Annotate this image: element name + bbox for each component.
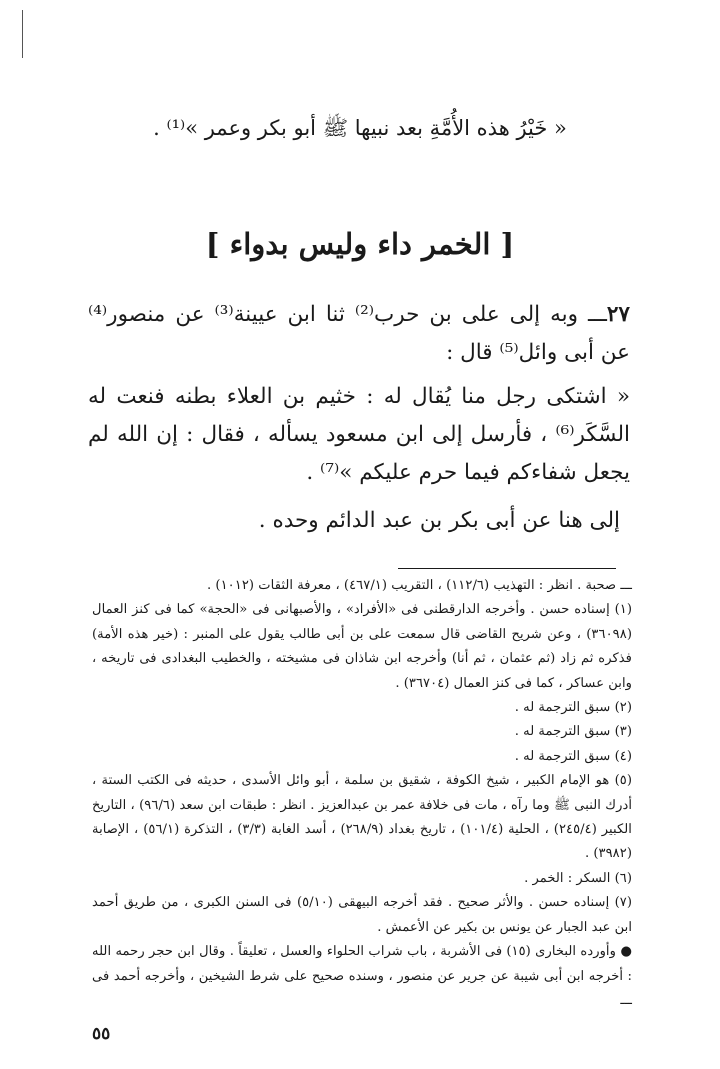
hadith-isnad-paragraph — [88, 296, 630, 372]
footnote-continuation: ـــ صحبة . انظر : التهذيب (١١٢/٦) ، التقريب (٤٦٧/١) ، معرفة الثقات (١٠١٢) . — [207, 578, 632, 593]
footnote-3: (٣) سبق الترجمة له . — [514, 724, 632, 740]
footnote-6: (٦) السكر : الخمر . — [524, 870, 632, 886]
chapter-heading: [ الخمر داء وليس بدواء ] — [205, 227, 515, 261]
footnotes — [92, 574, 632, 1013]
margin-mark — [22, 10, 23, 58]
closing-quote-line: « خَيْرُ هذه الأُمَّةِ بعد نبيها ﷺ أبو بكر وعمر »⁽¹⁾ . — [153, 116, 567, 140]
footnote-4: (٤) سبق الترجمة له . — [514, 748, 632, 764]
hadith-matn-paragraph: « اشتكى رجل منا يُقال له : خثيم بن العلاء بطنه فنعت له السَّكَر⁽⁶⁾ ، فأرسل إلى ابن مسعود يسأله ، فقال : إن الله لم يجعل شفاءكم فيما حرم عليكم »⁽⁷⁾ . — [88, 384, 630, 485]
closing-note: إلى هنا عن أبى بكر بن عبد الدائم وحده . — [258, 508, 620, 533]
footnote-bukhari: ● وأورده البخارى (١٥) فى الأشربة ، باب شراب الحلواء والعسل ، تعليقاً . وقال ابن حجر رحمه الله : أخرجه ابن أبى شيبة عن جرير عن منصور ، وسنده صحيح على شرط الشيخين ، وأخرجه أحمد فى ـــ — [92, 944, 632, 1008]
footnote-7: (٧) إسناده حسن . والأثر صحيح . فقد أخرجه البيهقى (٥/١٠) فى السنن الكبرى ، من طريق أحمد ابن عبد الجبار عن يونس بن بكير عن الأعمش . — [92, 895, 633, 935]
page-number: ٥٥ — [92, 1024, 111, 1044]
footnote-5: (٥) هو الإمام الكبير ، شيخ الكوفة ، شقيق بن سلمة ، أبو وائل الأسدى ، حديثه فى الكتب الستة ، أدرك النبى ﷺ وما رآه ، مات فى خلافة عمر بن عبدالعزيز . انظر : طبقات ابن سعد (٩٦/٦) ، التاريخ الكبير (٢٤٥/٤) ، الحلية (١٠١/٤) ، تاريخ بغداد (٢٦٨/٩) ، أسد الغابة (٣/٣) ، التذكرة (٥٦/١) ، الإصابة (٣٩٨٢) . — [92, 773, 632, 862]
footnote-divider — [398, 568, 616, 569]
hadith-number: ٢٧ — [606, 302, 630, 327]
isnad-text: ـــ وبه إلى على بن حرب⁽²⁾ ثنا ابن عيينة⁽³⁾ عن منصور⁽⁴⁾ عن أبى وائل⁽⁵⁾ قال : — [88, 302, 630, 365]
main-text — [88, 296, 630, 540]
footnote-1: (١) إسناده حسن . وأخرجه الدارقطنى فى «الأفراد» ، والأصبهانى فى «الحجة» كما فى كنز العمال (٣٦٠٩٨) ، وعن شريح القاضى قال سمعت على بن أبى طالب يقول على المنبر : (خير هذه الأمة) فذكره ثم زاد (ثم عثمان ، ثم أنا) وأخرجه ابن شاذان فى مشيخته ، والخطيب البغدادى فى تاريخه ، وابن عساكر ، كما فى كنز العمال (٣٦٧٠٤) . — [92, 602, 632, 691]
footnote-2: (٢) سبق الترجمة له . — [514, 700, 632, 716]
